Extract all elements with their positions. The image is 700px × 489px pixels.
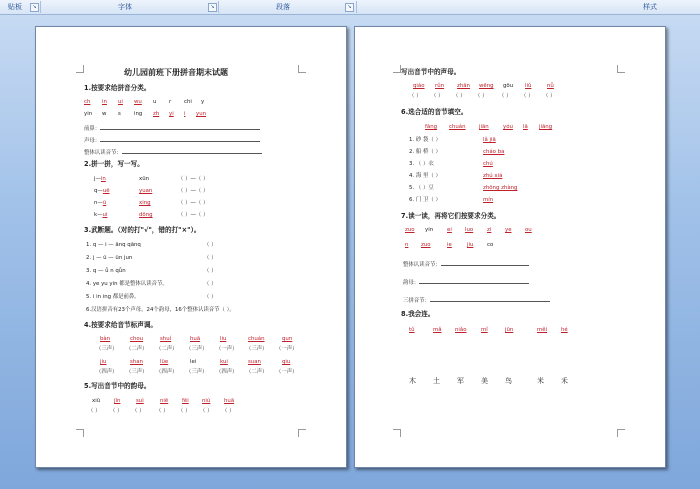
pinyin-text: 三拼音节： bbox=[403, 296, 550, 305]
pinyin-text: r bbox=[169, 99, 172, 105]
pinyin-text: 1. 砂 袋（ ） bbox=[409, 137, 441, 143]
pinyin-text: （ ） bbox=[204, 294, 217, 300]
section-8-heading: 8.我会连。 bbox=[401, 310, 435, 318]
pinyin-text: （一声） bbox=[216, 346, 238, 352]
pinyin-text: ou bbox=[525, 227, 532, 233]
pinyin-text: fēi bbox=[182, 398, 189, 404]
pinyin-text: kui bbox=[220, 359, 228, 365]
pinyin-text: （三声） bbox=[246, 346, 268, 352]
pinyin-text: jīn bbox=[114, 398, 121, 404]
pinyin-text: xing bbox=[139, 200, 151, 206]
pinyin-text: （三声） bbox=[186, 346, 208, 352]
pinyin-text: liu bbox=[220, 336, 227, 342]
pinyin-text: 5. （ ）豆 bbox=[409, 185, 434, 191]
pinyin-text: 前鼻： bbox=[84, 124, 260, 133]
pinyin-text: （ ） bbox=[204, 268, 217, 274]
pinyin-text: shan bbox=[130, 359, 143, 365]
ribbon bbox=[0, 0, 700, 15]
pinyin-text: lǎ jiā bbox=[483, 137, 496, 143]
pinyin-text: 整体认读音节： bbox=[403, 260, 529, 269]
pinyin-text: （一声） bbox=[276, 369, 298, 375]
pinyin-text: yin bbox=[84, 111, 93, 117]
pinyin-text: （四声） bbox=[216, 369, 238, 375]
pinyin-text: cháo ba bbox=[483, 149, 505, 155]
pinyin-text: u bbox=[153, 99, 157, 105]
paragraph-launcher-icon[interactable]: ↘ bbox=[345, 3, 354, 12]
pinyin-text: jiāng bbox=[539, 124, 553, 130]
pinyin-text: （四声） bbox=[156, 369, 178, 375]
pinyin-text: （ ） bbox=[110, 408, 123, 414]
pinyin-text: yin bbox=[425, 227, 434, 233]
hanzi-char: 美 bbox=[481, 377, 488, 385]
pinyin-text: （ ） bbox=[132, 408, 145, 414]
font-launcher-icon[interactable]: ↘ bbox=[208, 3, 217, 12]
pinyin-text: （ ） bbox=[156, 408, 169, 414]
pinyin-text: liǔ bbox=[525, 83, 532, 89]
pinyin-text: niú bbox=[202, 398, 211, 404]
ribbon-group-styles[interactable]: 样式 bbox=[643, 3, 657, 11]
pinyin-text: 3. （ ）衣 bbox=[409, 161, 434, 167]
pinyin-text: hé bbox=[561, 327, 568, 333]
pinyin-text: 2. 船 桥（ ） bbox=[409, 149, 441, 155]
pinyin-text: （ ） bbox=[409, 93, 422, 99]
pinyin-text: k—ui bbox=[94, 212, 108, 218]
pinyin-text: i bbox=[184, 111, 186, 117]
section-6-heading: 6.选合适的音节填空。 bbox=[401, 108, 468, 116]
pinyin-text: 2. j — ü — ün jun bbox=[86, 255, 133, 261]
ribbon-group-paragraph[interactable]: 段落 bbox=[276, 3, 290, 11]
pinyin-text: xūn bbox=[139, 176, 150, 182]
pinyin-text: （ ） bbox=[204, 255, 217, 261]
pinyin-text: 韵母： bbox=[403, 278, 529, 287]
pinyin-text: nǚ bbox=[547, 83, 554, 89]
pinyin-text: chuán bbox=[248, 336, 265, 342]
pinyin-text: （四声） bbox=[96, 369, 118, 375]
pinyin-text: yun bbox=[196, 111, 207, 117]
pinyin-text: chi bbox=[184, 99, 192, 105]
pinyin-text: n—ü bbox=[94, 200, 107, 206]
clipboard-launcher-icon[interactable]: ↘ bbox=[30, 3, 39, 12]
section-4-heading: 4.按要求给音节标声调。 bbox=[84, 321, 158, 329]
pinyin-text: chú bbox=[483, 161, 493, 167]
pinyin-text: y bbox=[201, 99, 205, 105]
pinyin-text: luo bbox=[465, 227, 474, 233]
pinyin-text: bàn bbox=[100, 336, 111, 342]
pinyin-text: yi bbox=[169, 111, 174, 117]
pinyin-text: 整体认读音节： bbox=[84, 148, 262, 157]
pinyin-text: （ ） bbox=[178, 408, 191, 414]
pinyin-text: qiáo bbox=[413, 83, 425, 89]
pinyin-text: ei bbox=[447, 227, 452, 233]
pinyin-text: ui bbox=[118, 99, 123, 105]
pinyin-text: （三声） bbox=[126, 369, 148, 375]
pinyin-text: （ ） bbox=[453, 93, 466, 99]
pinyin-text: （二声） bbox=[156, 346, 178, 352]
pinyin-text: 6. 门 卫（ ） bbox=[409, 197, 441, 203]
document-page-right[interactable] bbox=[354, 26, 666, 468]
pinyin-text: jiu bbox=[100, 359, 107, 365]
pinyin-text: yuan bbox=[139, 188, 153, 194]
pinyin-text: zuo bbox=[405, 227, 415, 233]
pinyin-text: měi bbox=[537, 327, 548, 333]
pinyin-text: ch bbox=[84, 99, 91, 105]
pinyin-text: lā bbox=[523, 124, 528, 130]
pinyin-text: 1. q — i — ānq qānq bbox=[86, 242, 141, 248]
pinyin-text: qun bbox=[282, 336, 293, 342]
pinyin-text: （ ） bbox=[431, 93, 444, 99]
pinyin-text: mǎ bbox=[433, 327, 442, 333]
ribbon-group-clipboard[interactable]: 贴板 bbox=[8, 3, 22, 11]
pinyin-text: gōu bbox=[503, 83, 514, 89]
pinyin-text: zuo bbox=[421, 242, 431, 248]
pinyin-text: niē bbox=[160, 398, 169, 404]
section-2-heading: 2.拼一拼，写一写。 bbox=[84, 160, 144, 168]
document-page-left[interactable] bbox=[35, 26, 347, 468]
page-title: 幼儿园前班下册拼音期末试题 bbox=[124, 68, 228, 77]
pinyin-text: （ ）—（ ） bbox=[178, 212, 209, 218]
pinyin-text: q—uē bbox=[94, 188, 110, 194]
hanzi-char: 军 bbox=[457, 377, 464, 385]
pinyin-text: rǔn bbox=[435, 83, 445, 89]
pinyin-text: zhú xiá bbox=[483, 173, 503, 179]
pinyin-text: s bbox=[118, 111, 121, 117]
hanzi-char: 木 bbox=[409, 377, 416, 385]
pinyin-text: （ ）—（ ） bbox=[178, 200, 209, 206]
pinyin-text: （ ） bbox=[543, 93, 556, 99]
pinyin-text: zi bbox=[487, 227, 492, 233]
pinyin-text: mín bbox=[483, 197, 494, 203]
pinyin-text: zhōng zhàng bbox=[483, 185, 518, 191]
pinyin-text: xiū bbox=[92, 398, 101, 404]
pinyin-text: n bbox=[405, 242, 409, 248]
pinyin-text: ing bbox=[134, 111, 143, 117]
pinyin-text: （ ） bbox=[204, 242, 217, 248]
pinyin-text: w bbox=[102, 111, 107, 117]
hanzi-char: 鸟 bbox=[505, 377, 512, 385]
pinyin-text: 4. 海 里（ ） bbox=[409, 173, 441, 179]
pinyin-text: wēng bbox=[479, 83, 494, 89]
pinyin-text: mǐ bbox=[481, 327, 488, 333]
pinyin-text: suan bbox=[248, 359, 261, 365]
pinyin-text: （ ） bbox=[204, 281, 217, 287]
hanzi-char: 土 bbox=[433, 377, 440, 385]
pinyin-text: （三声） bbox=[96, 346, 118, 352]
pinyin-text: 3. q — ǖ n qǖn bbox=[86, 268, 126, 274]
pinyin-text: tǔ bbox=[409, 327, 415, 333]
pinyin-text: （ ） bbox=[475, 93, 488, 99]
section-5b-heading: 写出音节中的声母。 bbox=[401, 68, 461, 76]
pinyin-text: （一声） bbox=[276, 346, 298, 352]
pinyin-text: qiu bbox=[282, 359, 291, 365]
pinyin-text: ye bbox=[505, 227, 512, 233]
pinyin-text: （二声） bbox=[126, 346, 148, 352]
pinyin-text: jūn bbox=[505, 327, 514, 333]
ribbon-group-font[interactable]: 字体 bbox=[118, 3, 132, 11]
section-5-heading: 5.写出音节中的韵母。 bbox=[84, 382, 151, 390]
pinyin-text: 6.汉语拼音有23个声母，24个韵母，16个整体认读音节（ ）。 bbox=[86, 307, 235, 313]
pinyin-text: （三声） bbox=[186, 369, 208, 375]
pinyin-text: （ ） bbox=[200, 408, 213, 414]
pinyin-text: co bbox=[487, 242, 494, 248]
pinyin-text: fāng bbox=[425, 124, 438, 130]
pinyin-text: 5. i in ing 都是前鼻。 bbox=[86, 294, 140, 300]
hanzi-char: 米 bbox=[537, 377, 544, 385]
pinyin-text: 4. ye yu yin 都是整体认读音节。 bbox=[86, 281, 168, 287]
pinyin-text: niǎo bbox=[455, 327, 467, 333]
pinyin-text: wu bbox=[134, 99, 142, 105]
pinyin-text: （ ）—（ ） bbox=[178, 176, 209, 182]
pinyin-text: （ ） bbox=[499, 93, 512, 99]
hanzi-char: 禾 bbox=[561, 377, 568, 385]
pinyin-text: lüe bbox=[160, 359, 169, 365]
pinyin-text: j—in bbox=[94, 176, 106, 182]
pinyin-text: lei bbox=[190, 359, 197, 365]
pinyin-text: zhān bbox=[457, 83, 470, 89]
pinyin-text: ie bbox=[447, 242, 452, 248]
pinyin-text: 声母： bbox=[84, 136, 260, 145]
pinyin-text: （二声） bbox=[246, 369, 268, 375]
pinyin-text: （ ） bbox=[222, 408, 235, 414]
pinyin-text: in bbox=[102, 99, 107, 105]
pinyin-text: huā bbox=[224, 398, 235, 404]
pinyin-text: chuán bbox=[449, 124, 466, 130]
pinyin-text: （ ） bbox=[521, 93, 534, 99]
pinyin-text: huā bbox=[190, 336, 201, 342]
pinyin-text: jiān bbox=[479, 124, 489, 130]
pinyin-text: dōng bbox=[139, 212, 153, 218]
pinyin-text: shuí bbox=[160, 336, 172, 342]
section-3-heading: 3.武断题。（对的打"√"，错的打"×"）。 bbox=[84, 226, 201, 234]
pinyin-text: chou bbox=[130, 336, 144, 342]
pinyin-text: （ ） bbox=[88, 408, 101, 414]
section-1-heading: 1.按要求给拼音分类。 bbox=[84, 84, 151, 92]
pinyin-text: （ ）—（ ） bbox=[178, 188, 209, 194]
pinyin-text: yóu bbox=[503, 124, 513, 130]
pinyin-text: jiu bbox=[467, 242, 474, 248]
pinyin-text: suì bbox=[136, 398, 144, 404]
section-7-heading: 7.读一读，再将它们按要求分类。 bbox=[401, 212, 501, 220]
pinyin-text: zh bbox=[153, 111, 160, 117]
